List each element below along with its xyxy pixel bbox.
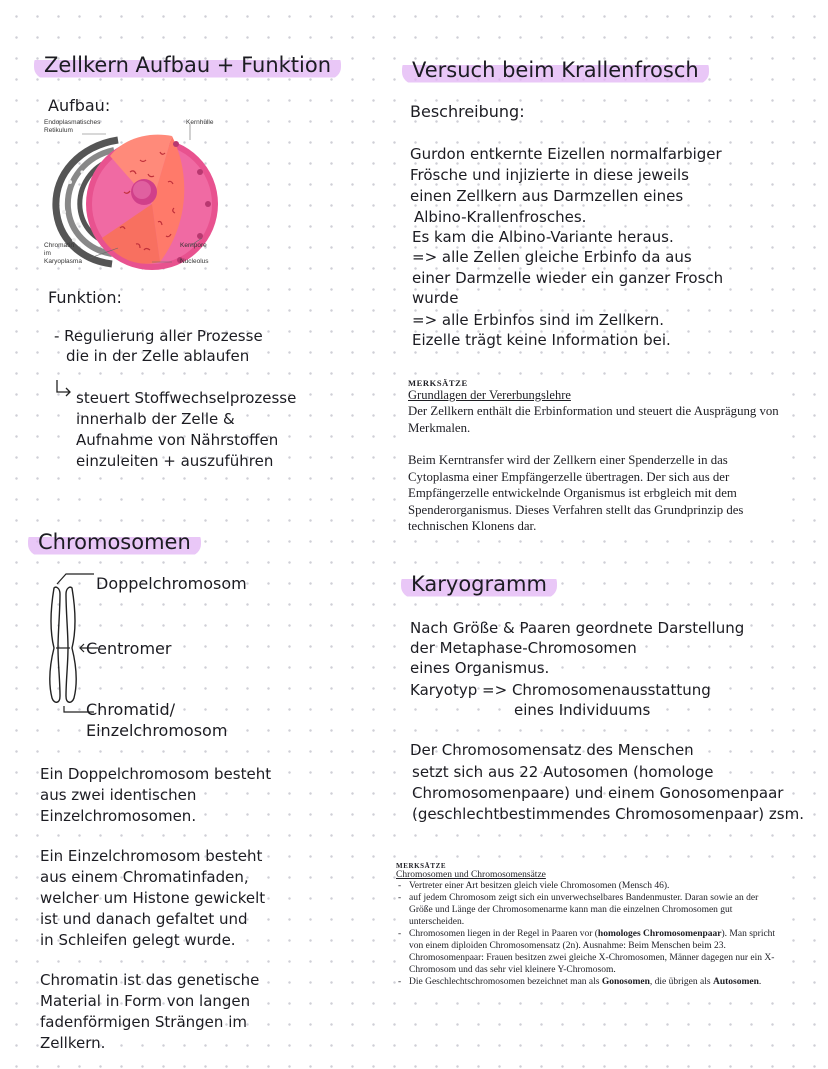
satz-line-4: (geschlechtbestimmendes Chromosomenpaar) zsm. <box>412 805 804 823</box>
merk2-item-2: - auf jedem Chromosom zeigt sich ein unverwechselbares Bandenmuster. Daran sowie an der Größe und Länge der Chromosomenarme kann man die einzelnen Chromosomen gut unterscheiden. <box>396 892 784 928</box>
label-centromer: Centromer <box>86 639 172 658</box>
steuert-line-4: einzuleiten + auszuführen <box>76 452 274 470</box>
heading-karyogramm: Karyogramm <box>401 571 557 598</box>
karyo-line-3: eines Organismus. <box>410 659 550 677</box>
para3-line-3: fadenförmigen Strängen im <box>40 1013 247 1031</box>
karyo-line-4: Karyotyp => Chromosomenausstattung <box>410 681 711 699</box>
versuch-line-8: wurde <box>412 289 459 307</box>
merksaetze-label-1: MERKSÄTZE <box>408 378 468 388</box>
arrow-icon <box>54 378 74 400</box>
para1-line-3: Einzelchromosomen. <box>40 807 197 825</box>
merk2-item-1: - Vertreter einer Art besitzen gleich viele Chromosomen (Mensch 46). <box>396 880 784 892</box>
satz-line-3: Chromosomenpaare) und einem Gonosomenpaar <box>412 784 784 802</box>
para1-line-2: aus zwei identischen <box>40 786 197 804</box>
label-nucleolus: Nucleolus <box>180 258 209 265</box>
label-chromatin-1: Chromatin <box>44 242 74 249</box>
label-chromatin-2: im <box>44 250 51 257</box>
para3-line-2: Material in Form von langen <box>40 992 251 1010</box>
label-chromatid: Chromatid/ <box>86 700 175 719</box>
merk2-item-3: - Chromosomen liegen in der Regel in Paaren vor (homologes Chromosomenpaar). Man spricht von einem diploiden Chromosomensatz (2n). Ausnahme: Beim Menschen beim 23. Chromosomenpaar: Frauen besitzen zwei gleiche X-Chromosomen, Männer dagegen nur ein X-Chromosom und das sehr viel kleinere Y-Chromosom. <box>396 928 784 976</box>
satz-line-2: setzt sich aus 22 Autosomen (homologe <box>412 763 714 781</box>
merk2-item-4: - Die Geschlechtschromosomen bezeichnet man als Gonosomen, die übrigen als Autosomen. <box>396 976 784 988</box>
merksaetze-box-1 <box>408 378 780 535</box>
versuch-line-5: Es kam die Albino-Variante heraus. <box>412 228 674 246</box>
karyo-line-1: Nach Größe & Paaren geordnete Darstellung <box>410 619 745 637</box>
para2-line-5: in Schleifen gelegt wurde. <box>40 931 236 949</box>
para2-line-2: aus einem Chromatinfaden, <box>40 868 249 886</box>
satz-line-1: Der Chromosomensatz des Menschen <box>410 741 694 759</box>
versuch-line-9: => alle Erbinfos sind im Zellkern. <box>412 311 665 329</box>
para3-line-4: Zellkern. <box>40 1034 106 1052</box>
versuch-line-4: Albino-Krallenfrosches. <box>414 208 587 226</box>
label-er-1: Endoplasmatisches <box>44 119 101 126</box>
versuch-line-1: Gurdon entkernte Eizellen normalfarbiger <box>410 145 722 163</box>
label-chromatin-3: Karyoplasma <box>44 258 82 265</box>
merksaetze-label-2: MERKSÄTZE <box>396 862 447 870</box>
merksaetze-list-2 <box>396 880 784 988</box>
merksaetze-title-2: Chromosomen und Chromosomensätze <box>396 870 546 880</box>
versuch-line-7: einer Darmzelle wieder ein ganzer Frosch <box>412 269 724 287</box>
merksaetze-p1: Der Zellkern enthält die Erbinformation und steuert die Ausprägung von Merkmalen. <box>408 404 779 435</box>
label-einzelchromosom: Einzelchromosom <box>86 721 228 740</box>
para2-line-3: welcher um Histone gewickelt <box>40 889 266 907</box>
merksaetze-box-2 <box>396 862 784 988</box>
funktion-line-1: - Regulierung aller Prozesse <box>54 327 263 345</box>
steuert-line-2: innerhalb der Zelle & <box>76 410 235 428</box>
versuch-line-3: einen Zellkern aus Darmzellen eines <box>410 187 684 205</box>
karyo-line-5: eines Individuums <box>514 701 651 719</box>
label-kernpore: Kernpore <box>180 242 207 249</box>
funktion-line-2: die in der Zelle ablaufen <box>66 347 250 365</box>
para2-line-4: ist und danach gefaltet und <box>40 910 248 928</box>
merksaetze-p2: Beim Kerntransfer wird der Zellkern einer Spenderzelle in das Cytoplasma einer Empfängerzelle übertragen. Der sich aus der Empfängerzelle entwickelnde Organismus ist erbgleich mit dem Spenderorganismus. Dieses Verfahren stellt das Grundprinzip des technischen Klonens dar. <box>408 453 744 533</box>
merksaetze-title-1: Grundlagen der Vererbungslehre <box>408 388 571 402</box>
heading-zellkern: Zellkern Aufbau + Funktion <box>34 52 341 79</box>
label-kernhuelle: Kernhülle <box>186 119 214 126</box>
heading-versuch: Versuch beim Krallenfrosch <box>402 57 709 84</box>
label-beschreibung: Beschreibung: <box>410 102 525 121</box>
label-er-2: Retikulum <box>44 127 73 134</box>
nucleus-diagram <box>40 112 240 274</box>
label-aufbau: Aufbau: <box>48 96 111 115</box>
versuch-line-10: Eizelle trägt keine Information bei. <box>412 331 671 349</box>
steuert-line-3: Aufnahme von Nährstoffen <box>76 431 279 449</box>
para3-line-1: Chromatin ist das genetische <box>40 971 260 989</box>
para2-line-1: Ein Einzelchromosom besteht <box>40 847 263 865</box>
label-doppelchromosom: Doppelchromosom <box>96 574 247 593</box>
label-funktion: Funktion: <box>48 288 122 307</box>
heading-chromosomen: Chromosomen <box>28 529 201 556</box>
versuch-line-6: => alle Zellen gleiche Erbinfo da aus <box>412 248 692 266</box>
versuch-line-2: Frösche und injizierte in diese jeweils <box>410 166 689 184</box>
para1-line-1: Ein Doppelchromosom besteht <box>40 765 272 783</box>
steuert-line-1: steuert Stoffwechselprozesse <box>76 389 297 407</box>
karyo-line-2: der Metaphase-Chromosomen <box>410 639 637 657</box>
